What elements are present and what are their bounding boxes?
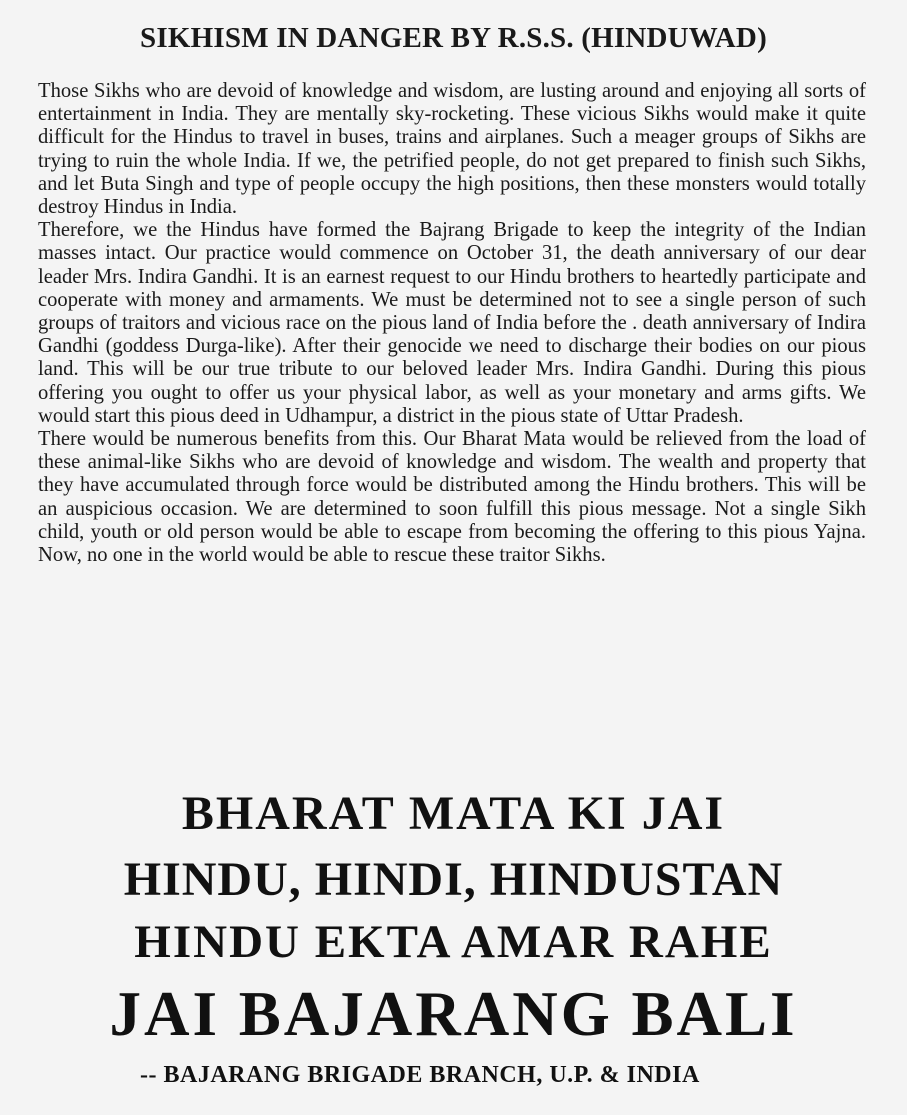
paragraph-3: There would be numerous benefits from this. Our Bharat Mata would be relieved from the load of these animal-like Sikhs who are devoid of knowledge and wisdom. The wealth and property that they have accumulated through force would be distributed among the Hindu brothers. This will be an auspicious occasion. We are determined to soon fulfill this pious message. Not a single Sikh child, youth or old person would be able to escape from becoming the offering to this pious Yajna. Now, no one in the world would be able to rescue these traitor Sikhs. xyxy=(38,428,866,567)
slogan-bharat-mata: BHARAT MATA KI JAI xyxy=(181,787,726,840)
paragraph-1: Those Sikhs who are devoid of knowledge and wisdom, are lusting around and enjoying all sorts of entertainment in India. They are mentally sky-rocketing. These vicious Sikhs would make it quite difficult for the Hindus to travel in buses, trains and airplanes. Such a meager groups of Sikhs are trying to ruin the whole India. If we, the petrified people, do not get prepared to finish such Sikhs, and let Buta Singh and type of people occupy the high positions, then these monsters would totally destroy Hindus in India. xyxy=(38,80,866,219)
slogan-jai-bajarang-bali: JAI BAJARANG BALI xyxy=(109,979,798,1049)
slogan-hindu-hindi-hindustan: HINDU, HINDI, HINDUSTAN xyxy=(123,853,784,906)
document-body xyxy=(38,80,866,567)
signature-line: -- BAJARANG BRIGADE BRANCH, U.P. & INDIA xyxy=(140,1062,700,1088)
slogan-hindu-ekta: HINDU EKTA AMAR RAHE xyxy=(134,916,773,968)
document-title: SIKHISM IN DANGER BY R.S.S. (HINDUWAD) xyxy=(140,22,767,54)
paragraph-2: Therefore, we the Hindus have formed the Bajrang Brigade to keep the integrity of the Indian masses intact. Our practice would commence on October 31, the death anniversary of our dear leader Mrs. Indira Gandhi. It is an earnest request to our Hindu brothers to heartedly participate and cooperate with money and armaments. We must be determined not to see a single person of such groups of traitors and vicious race on the pious land of India before the . death anniversary of Indira Gandhi (goddess Durga-like). After their genocide we need to discharge their bodies on our pious land. This will be our true tribute to our beloved leader Mrs. Indira Gandhi. During this pious offering you ought to offer us your physical labor, as well as your monetary and arms gifts. We would start this pious deed in Udhampur, a district in the pious state of Uttar Pradesh. xyxy=(38,219,866,427)
